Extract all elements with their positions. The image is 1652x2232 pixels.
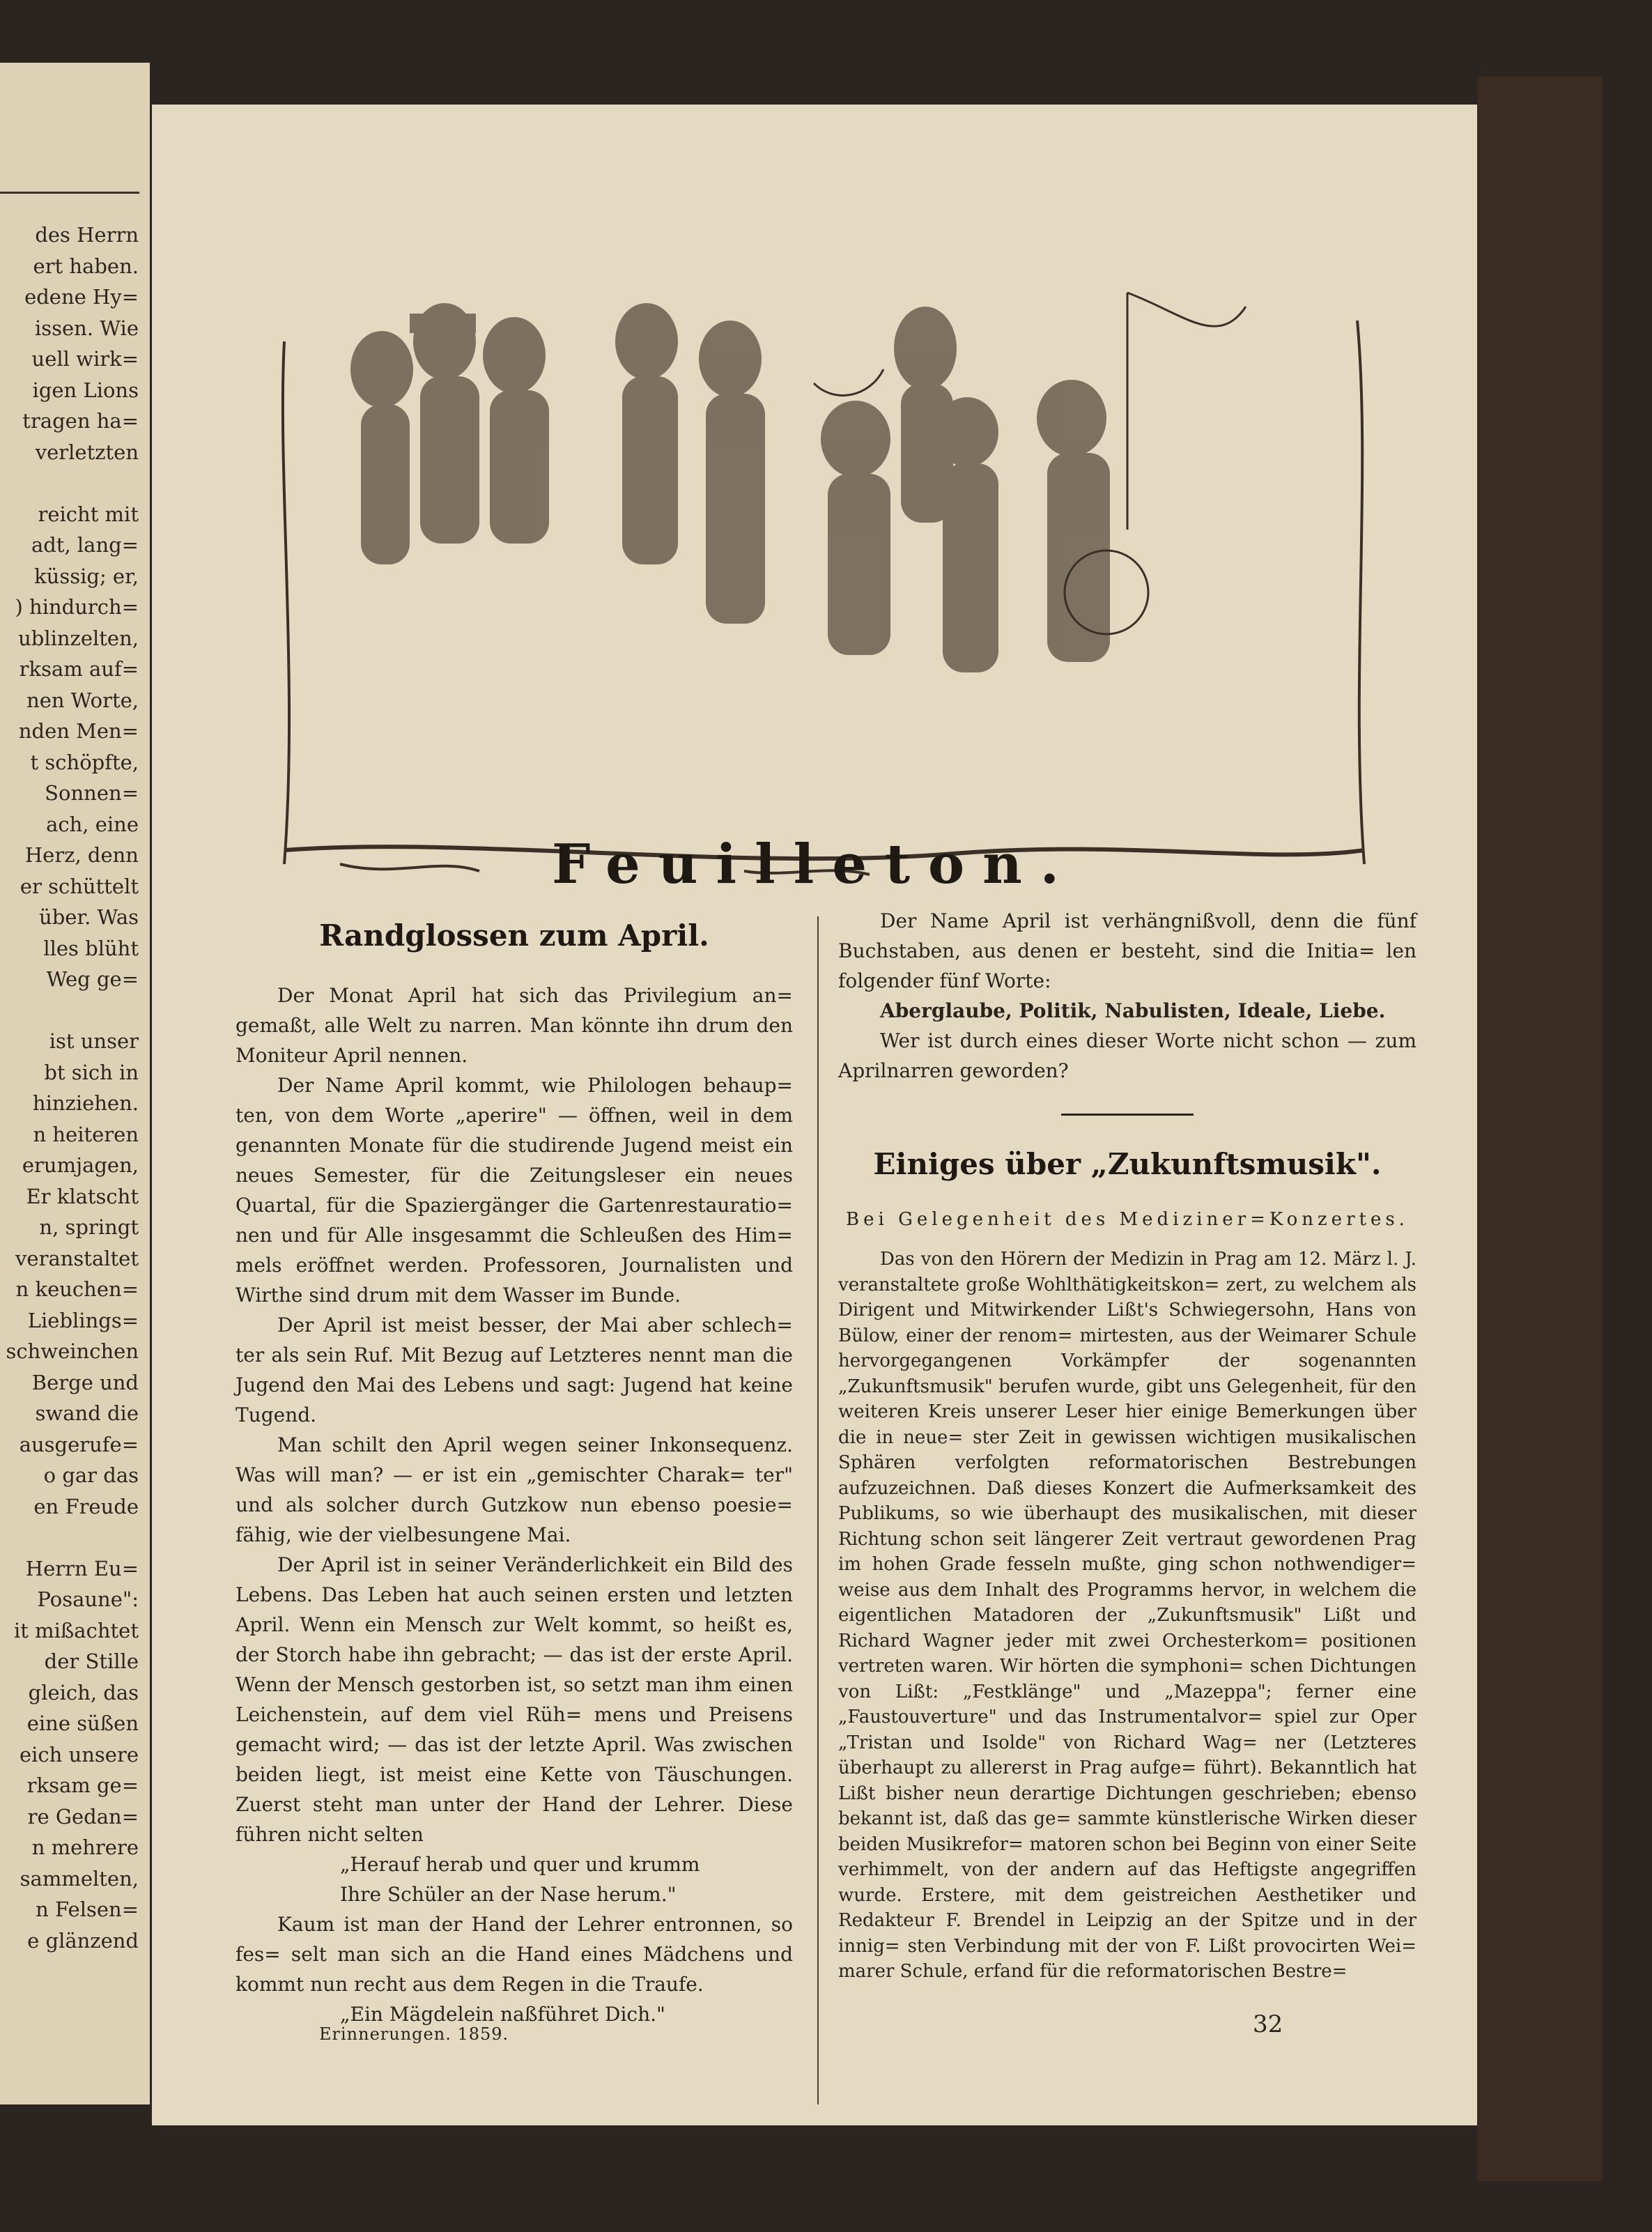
left-page-fragment: n Felsen= [36, 1898, 139, 1921]
left-page-fragment: igen Lions [32, 378, 139, 402]
paragraph: Der Name April kommt, wie Philologen behaup= ten, von dem Worte „aperire" — öffnen, weil in dem genannten Monate für die studirende Jugend meist ein neues Semester, für die Zeitungsleser ein neues Quartal, für die Spaziergänger die Gartenrestauratio= nen und für Alle insgesammt die Schleußen des Him= mels eröffnet werden. Professoren, Journalisten und Wirthe sind drum mit dem Wasser im Bunde. [236, 1074, 793, 1307]
left-page-fragment: Herz, denn [24, 843, 139, 867]
left-page-fragment: ) hindurch= [15, 595, 139, 619]
left-page-fragment: lles blüht [43, 936, 139, 960]
cherubs-illustration [256, 265, 1385, 892]
left-page-fragment: rksam auf= [19, 657, 139, 681]
paragraph: Man schilt den April wegen seiner Inkonsequenz. Was will man? — er ist ein „gemischter Charak= ter" und als solcher durch Gutzkow nun ebenso poesie= fähig, wie der vielbesungene Mai. [236, 1433, 793, 1546]
left-page-fragment: nden Men= [18, 719, 139, 743]
paragraph: Wer ist durch eines dieser Worte nicht schon — zum Aprilnarren geworden? [838, 1029, 1416, 1082]
left-page-fragment: eich unsere [20, 1742, 139, 1767]
left-page-fragment: t schöpfte, [30, 750, 139, 774]
right-column [838, 906, 1416, 1985]
left-page-fragment: Weg ge= [46, 967, 139, 991]
left-page-fragment: sammelten, [20, 1866, 139, 1891]
left-page-rule [0, 192, 139, 194]
left-page-fragment: hinziehen. [32, 1091, 139, 1115]
footer-note: Erinnerungen. 1859. [319, 2024, 509, 2044]
left-page-fragment: e glänzend [27, 1928, 139, 1953]
left-page-fragment: o gar das [43, 1463, 139, 1487]
left-page-fragment: swand die [35, 1401, 139, 1425]
left-page-fragment: uell wirk= [31, 347, 139, 371]
left-page-fragment: Sonnen= [45, 781, 139, 805]
paragraph: Das von den Hörern der Medizin in Prag am 12. März l. J. veranstaltete große Wohlthätigkeitskon= zert, zu welchem als Dirigent und Mitwirkender Lißt's Schwiegersohn, Hans von Bülow, einer der renom= mirtesten, aus der Weimarer Schule hervorgegangenen Vorkämpfer der sogenannten „Zukunftsmusik" berufen wurde, gibt uns Gelegenheit, für den weiteren Kreis unserer Leser hier einige Bemerkungen über die in neue= ster Zeit in gewissen wichtigen musikalischen Sphären verfolgten reformatorischen Bestrebungen aufzuzeichnen. Daß dieses Konzert die Aufmerksamkeit des Publikums, so wie überhaupt des musikalischen, mit dieser Richtung schon seit längerer Zeit vertraut gewordenen Prag im hohen Grade fesseln mußte, ging schon nothwendiger= weise aus dem Inhalt des Programms hervor, in welchem die eigentlichen Matadoren der „Zukunftsmusik" Lißt und Richard Wagner jeder mit zwei Orchesterkom= positionen vertreten waren. Wir hörten die symphoni= schen Dichtungen von Lißt: „Festklänge" und „Mazeppa"; ferner eine „Faustouverture" und das Instrumentalvor= spiel zur Oper „Tristan und Isolde" von Richard Wag= ner (Letzteres überhaupt zu allererst in Prag aufge= führt). Bekanntlich hat Lißt bisher neun derartige Dichtungen geschrieben; ebenso bekannt ist, daß das ge= sammte künstlerische Wirken dieser beiden Musikrefor= matoren schon bei Beginn von einer Seite verhimmelt, von der andern auf das Heftigste angegriffen wurde. Erstere, mit dem geistreichen Aesthetiker und Redakteur F. Brendel in Leipzig an der Spitze und in der innig= sten Verbindung mit der von F. Lißt provocirten Wei= marer Schule, erfand für die reformatorischen Bestre= [838, 1249, 1416, 1982]
left-page-fragment: en Freude [33, 1494, 139, 1518]
left-page-edge [0, 63, 150, 2104]
left-page-fragment: erumjagen, [22, 1153, 139, 1177]
left-page-fragment: n heiteren [33, 1122, 139, 1146]
article-subhead: Bei Gelegenheit des Mediziner=Konzertes. [846, 1209, 1409, 1230]
left-page-fragment: ach, eine [46, 812, 139, 836]
paragraph: Der Monat April hat sich das Privilegium an= gemaßt, alle Welt zu narren. Man könnte ihn drum den Moniteur April nennen. [236, 984, 793, 1067]
left-page-fragment: eine süßen [26, 1711, 139, 1735]
left-page-fragment: schweinchen [6, 1339, 139, 1363]
left-page-fragment: küssig; er, [34, 564, 139, 588]
left-page-fragment: ert haben. [33, 254, 139, 278]
left-page-fragment: veranstaltet [15, 1246, 139, 1270]
left-page-fragment: re Gedan= [27, 1804, 139, 1829]
verse-line: Ihre Schüler an der Nase herum." [340, 1883, 677, 1906]
left-page-fragment: der Stille [44, 1649, 139, 1673]
paragraph: Der Name April ist verhängnißvoll, denn die fünf Buchstaben, aus denen er besteht, sind die Initia= len folgender fünf Worte: [838, 909, 1416, 992]
left-page-fragment: Herrn Eu= [25, 1556, 139, 1580]
paragraph: Der April ist in seiner Veränderlichkeit ein Bild des Lebens. Das Leben hat auch seinen ersten und letzten April. Wenn ein Mensch zur Welt kommt, so heißt es, der Storch habe ihn gebracht; — das ist der erste April. Wenn der Mensch gestorben ist, so setzt man ihm einen Leichenstein, auf dem viel Rüh= mens und Preisens gemacht wird; — das ist der letzte April. Was zwischen beiden liegt, ist meist eine Kette von Täuschungen. Zuerst steht man unter der Hand der Lehrer. Diese führen nicht selten [236, 1553, 793, 1846]
section-separator [1061, 1114, 1194, 1116]
left-page-fragment: adt, lang= [31, 533, 139, 557]
left-page-fragment: tragen ha= [22, 409, 139, 433]
left-page-fragment: über. Was [39, 905, 139, 929]
left-page-fragment: Lieblings= [27, 1308, 139, 1332]
article-headline-april: Randglossen zum April. [319, 918, 709, 953]
left-page-fragment: ublinzelten, [18, 626, 139, 650]
left-page-fragment: reicht mit [38, 502, 139, 526]
article-headline-zukunftsmusik: Einiges über „Zukunftsmusik". [873, 1147, 1382, 1181]
paragraph: Der April ist meist besser, der Mai aber schlech= ter als sein Ruf. Mit Bezug auf Letzteres nennt man die Jugend den Mai des Lebens und sagt: Jugend hat keine Tugend. [236, 1314, 793, 1426]
paragraph: Kaum ist man der Hand der Lehrer entronnen, so fes= selt man sich an die Hand eines Mädchens und kommt nun recht aus dem Regen in die Traufe. [236, 1913, 793, 1996]
left-page-fragment: Berge und [31, 1370, 139, 1394]
left-page-fragment: ausgerufe= [19, 1432, 139, 1456]
closing-verse: „Ein Mägdelein naßführet Dich." [340, 2003, 665, 2026]
left-page-fragment: issen. Wie [34, 316, 139, 340]
left-page-fragment: it mißachtet [14, 1618, 139, 1642]
left-page-fragment: rksam ge= [26, 1773, 139, 1797]
left-page-fragment: Posaune": [37, 1587, 139, 1611]
left-page-fragment: n keuchen= [15, 1277, 139, 1301]
right-page [152, 105, 1477, 2125]
page-number: 32 [1253, 2010, 1283, 2038]
left-page-fragment: edene Hy= [24, 285, 139, 309]
left-page-fragment: nen Worte, [26, 688, 139, 712]
masthead-feuilleton: Feuilleton. [552, 833, 1077, 896]
verse-line: „Herauf herab und quer und krumm [340, 1853, 700, 1876]
left-page-fragment: des Herrn [35, 223, 139, 247]
left-page-fragment: bt sich in [44, 1060, 139, 1084]
left-page-fragment: verletzten [35, 440, 139, 464]
book-binding [1477, 77, 1603, 2181]
column-divider [817, 916, 819, 2104]
left-column [236, 906, 793, 2029]
left-page-fragment: er schüttelt [20, 874, 139, 898]
left-page-fragment: Er klatscht [26, 1184, 139, 1208]
left-page-fragment: gleich, das [28, 1680, 139, 1704]
left-page-fragment: ist unser [49, 1029, 139, 1053]
keywords-line: Aberglaube, Politik, Nabulisten, Ideale, Liebe. [880, 999, 1386, 1022]
left-page-fragment: n, springt [39, 1215, 139, 1239]
left-page-fragment: n mehrere [31, 1835, 139, 1859]
